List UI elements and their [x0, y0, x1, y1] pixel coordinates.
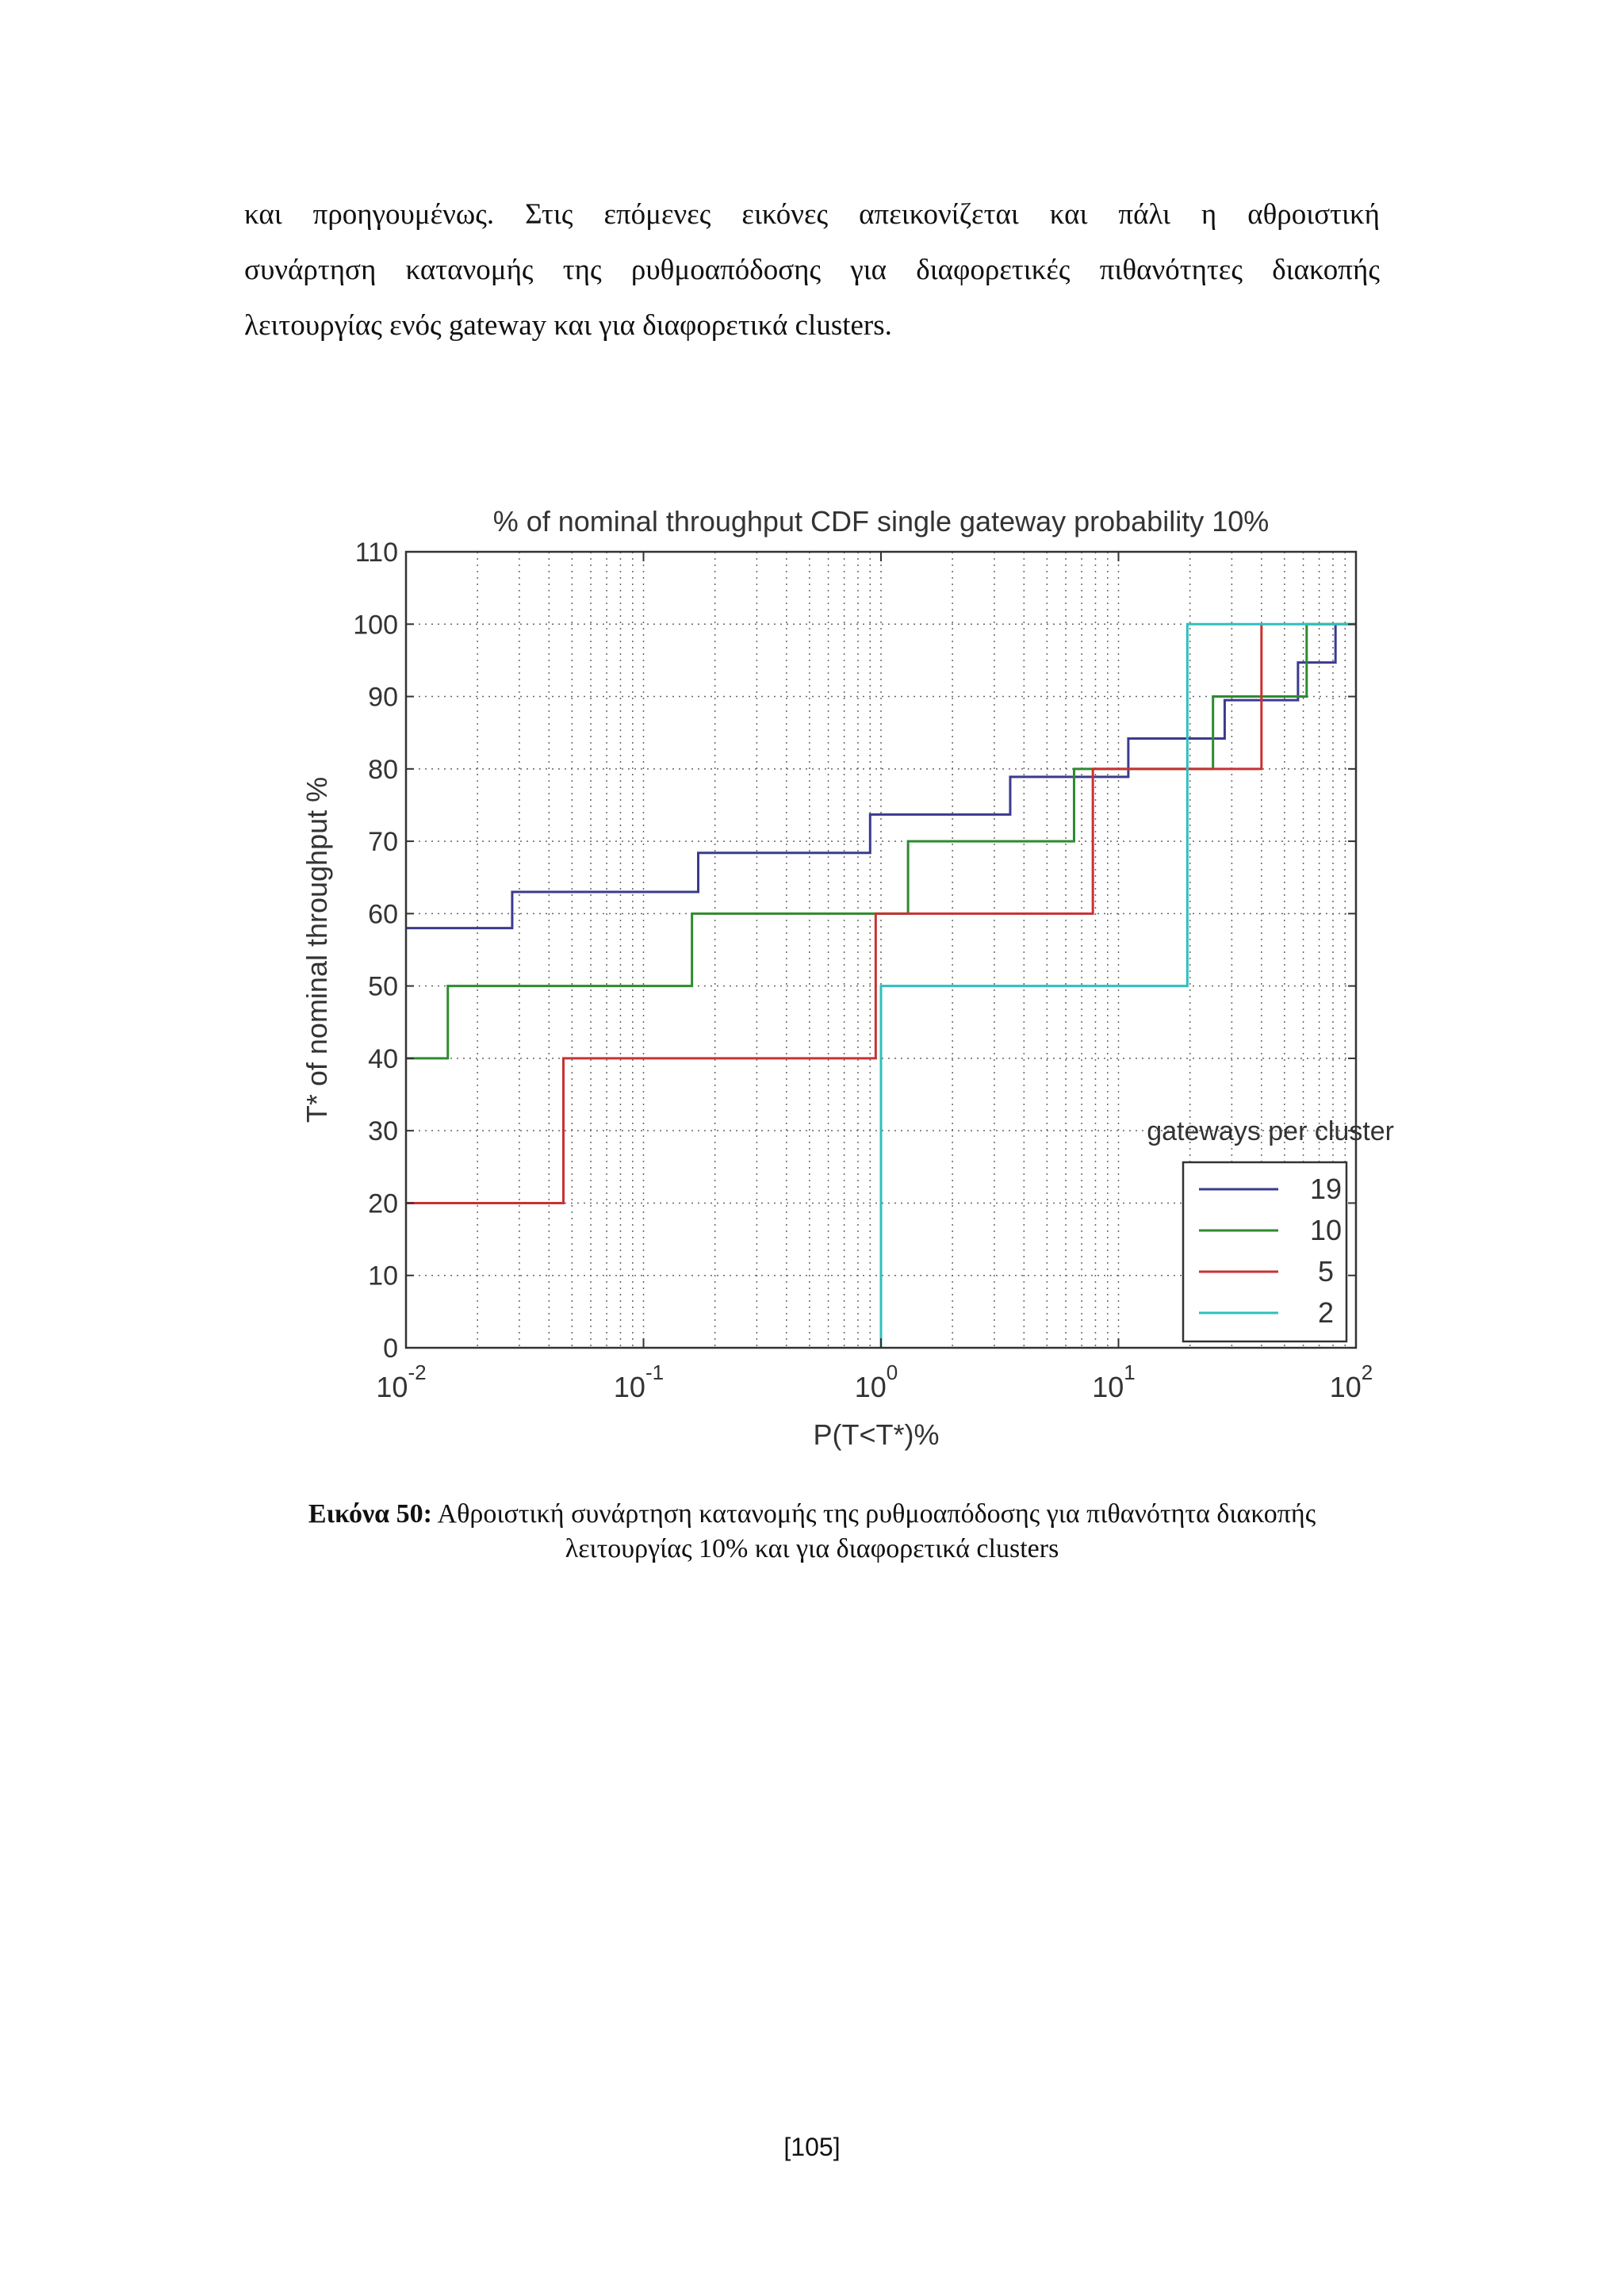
caption-text: Αθροιστική συνάρτηση κατανομής της ρυθμοαπόδοσης για πιθανότητα διακοπής [431, 1499, 1316, 1529]
y-axis-label: T* of nominal throughput % [301, 776, 333, 1123]
legend-label-2: 2 [1317, 1296, 1335, 1329]
y-tick-label: 0 [383, 1334, 398, 1364]
body-paragraph [244, 187, 1380, 354]
x-tick-label: $10^2$ [1329, 1360, 1373, 1403]
y-tick-label: 80 [368, 754, 398, 785]
caption-text-line2: λειτουργίας 10% και για διαφορετικά clusters [565, 1534, 1059, 1563]
y-tick-label: 100 [353, 610, 398, 641]
y-tick-label: 110 [354, 538, 398, 568]
x-tick-label: $10^{-2}$ [376, 1360, 427, 1403]
figure-caption [244, 1497, 1380, 1567]
legend-title: gateways per cluster [1147, 1116, 1394, 1146]
x-tick-label: $10^1$ [1092, 1360, 1136, 1403]
caption-label: Εικόνα 50: [308, 1499, 432, 1529]
x-tick-label: $10^{-1}$ [613, 1360, 665, 1403]
y-tick-label: 70 [368, 827, 398, 858]
paragraph-line: λειτουργίας ενός gateway και για διαφορετικά clusters. [244, 309, 892, 342]
y-tick-label: 60 [368, 899, 398, 930]
y-tick-label: 20 [368, 1188, 398, 1219]
page-number: [105] [783, 2133, 841, 2161]
y-tick-label: 50 [368, 971, 398, 1002]
paragraph-line: και προηγουμένως. Στις επόμενες εικόνες απεικονίζεται και πάλι η αθροιστική [244, 198, 1380, 231]
paragraph-line: συνάρτηση κατανομής της ρυθμοαπόδοσης για διαφορετικές πιθανότητες διακοπής [244, 254, 1380, 286]
x-axis-label: P(T<T*)% [813, 1418, 940, 1451]
y-tick-label: 90 [368, 682, 398, 713]
cdf-chart [285, 476, 1396, 1459]
legend-label-19: 19 [1309, 1173, 1342, 1205]
y-tick-label: 30 [368, 1116, 398, 1147]
legend-label-5: 5 [1317, 1255, 1335, 1288]
y-tick-label: 40 [368, 1043, 398, 1074]
x-tick-label: $10^0$ [854, 1360, 898, 1403]
chart-title: % of nominal throughput CDF single gateway probability 10% [492, 505, 1270, 538]
legend-label-10: 10 [1309, 1214, 1342, 1246]
y-tick-label: 10 [368, 1261, 398, 1292]
